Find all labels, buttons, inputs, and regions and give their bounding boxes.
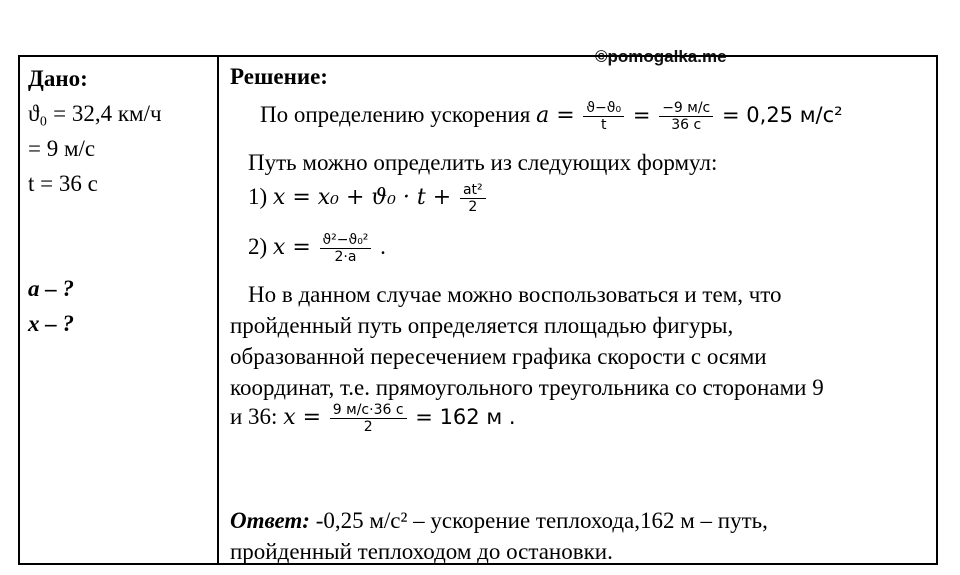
formula-1-fraction	[460, 182, 486, 215]
equals-sign: =	[632, 103, 651, 127]
paragraph-line-2: пройденный путь определяется площадью фигуры,	[230, 313, 734, 338]
fraction-definition	[583, 100, 624, 133]
formula-1	[248, 181, 489, 215]
fraction-definition-den: t	[600, 117, 607, 134]
find-x: x – ?	[28, 311, 74, 336]
formula-2-fraction	[320, 232, 372, 265]
fraction-values	[659, 100, 713, 133]
formula-1-body: x = x₀ + ϑ₀ · t +	[272, 185, 452, 210]
given-column	[28, 61, 213, 341]
fraction-definition-num: ϑ−ϑ₀	[583, 100, 624, 117]
paragraph-line-3: образованной пересечением графика скорости с осями	[230, 344, 767, 369]
watermark: ©pomogalka.me	[595, 47, 727, 66]
paragraph-line-1: Но в данном случае можно воспользоваться и тем, что	[248, 282, 782, 307]
column-divider	[217, 57, 219, 563]
distance-result: = 162 м .	[415, 405, 516, 429]
acceleration-line	[260, 99, 843, 133]
given-v0-converted: = 9 м/с	[28, 136, 96, 161]
problem-table	[18, 55, 938, 565]
acceleration-text: По определению ускорения	[260, 102, 531, 127]
answer-label: Ответ:	[230, 508, 310, 533]
distance-symbol: x =	[283, 405, 322, 430]
path-formulas-intro: Путь можно определить из следующих формул:	[248, 150, 718, 175]
answer-line-2: пройденный теплоходом до остановки.	[230, 539, 613, 564]
formula-2-fraction-den: 2·a	[334, 249, 357, 266]
fraction-distance-num: 9 м/с·36 с	[330, 402, 407, 419]
fraction-values-den: 36 с	[671, 117, 702, 134]
paragraph-line-5-start: и 36:	[230, 404, 278, 429]
formula-2-end: .	[380, 234, 386, 259]
answer-text-1: -0,25 м/с² – ускорение теплохода,162 м – путь,	[315, 508, 768, 533]
acceleration-result: = 0,25 м/с²	[722, 103, 843, 127]
given-header: Дано:	[28, 66, 88, 91]
find-a: a – ?	[28, 276, 74, 301]
formula-2	[248, 231, 386, 265]
solution-header: Решение:	[230, 64, 328, 89]
formula-2-prefix: 2)	[248, 234, 268, 259]
fraction-values-num: −9 м/с	[659, 100, 713, 117]
formula-2-body: x =	[272, 235, 311, 260]
paragraph-line-4: координат, т.е. прямоугольного треугольника со сторонами 9	[230, 375, 824, 400]
formula-1-prefix: 1)	[248, 184, 268, 209]
formula-1-fraction-num: at²	[460, 182, 486, 199]
fraction-distance	[330, 402, 407, 435]
given-v0: ϑ₀ = 32,4 км/ч	[28, 101, 162, 126]
acceleration-symbol: a =	[536, 103, 575, 128]
answer-line-1	[230, 505, 768, 536]
formula-2-fraction-num: ϑ²−ϑ₀²	[320, 232, 372, 249]
fraction-distance-den: 2	[363, 419, 373, 436]
formula-1-fraction-den: 2	[468, 199, 478, 216]
paragraph-line-5	[230, 401, 516, 435]
given-t: t = 36 с	[28, 171, 98, 196]
